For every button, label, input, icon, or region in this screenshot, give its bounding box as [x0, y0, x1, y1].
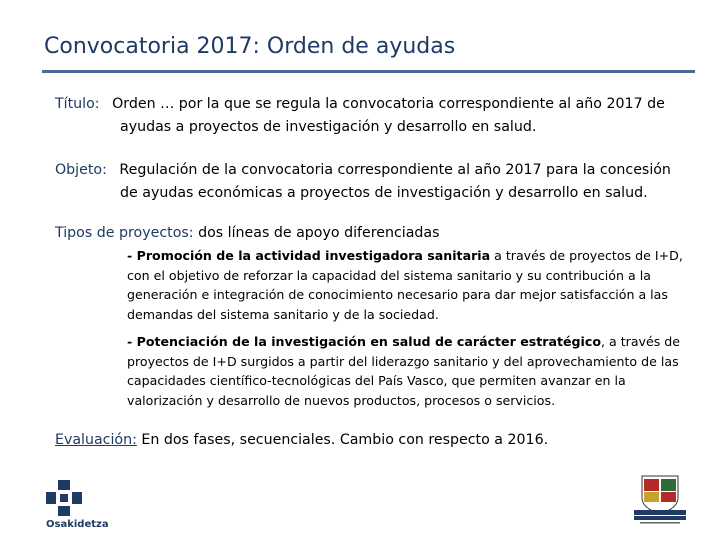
tipos-item-1-bold: - Promoción de la actividad investigadora sanitaria: [127, 248, 491, 263]
titulo-text-1: Orden … por la que se regula la convocatoria correspondiente al año 2017 de: [112, 96, 665, 112]
evaluacion-label: Evaluación:: [55, 432, 137, 448]
title-underline: [42, 70, 695, 73]
tipos-intro: dos líneas de apoyo diferenciadas: [198, 225, 440, 241]
objeto-text-2: de ayudas económicas a proyectos de investigación y desarrollo en salud.: [120, 185, 648, 201]
tipos-label: Tipos de proyectos:: [55, 225, 194, 241]
objeto-text-1: Regulación de la convocatoria correspondiente al año 2017 para la concesión: [119, 162, 671, 178]
titulo-line1: [55, 93, 665, 116]
titulo-label: Título:: [55, 96, 100, 112]
tipos-heading: [55, 222, 440, 245]
titulo-text-2: ayudas a proyectos de investigación y desarrollo en salud.: [120, 119, 537, 135]
tipos-item-2-bold: - Potenciación de la investigación en salud de carácter estratégico: [127, 334, 601, 349]
osakidetza-logo-text: Osakidetza: [46, 519, 109, 530]
evaluacion-text: En dos fases, secuenciales. Cambio con respecto a 2016.: [141, 432, 549, 448]
objeto-line1: [55, 159, 671, 182]
tipos-item-2: [127, 332, 692, 410]
tipos-item-1-text: a través de proyectos de I+D, con el objetivo de reforzar la capacidad del sistema sanitario y su contribución a la generación e integración de conocimiento necesario para dar mejor satisfacción a las demandas del sistema sanitario y de la sociedad.: [127, 248, 683, 322]
basque-government-seal-icon: [632, 474, 688, 526]
osakidetza-cross-icon: [46, 480, 82, 516]
slide-title: Convocatoria 2017: Orden de ayudas: [44, 34, 456, 59]
tipos-item-2-text: , a través de proyectos de I+D surgidos a partir del liderazgo sanitario y del aprovechamiento de las capacidades científico-tecnológicas del País Vasco, que permiten avanzar en la valorización y desarrollo de nuevos productos, procesos o servicios.: [127, 334, 681, 408]
evaluacion-line: [55, 432, 548, 448]
objeto-label: Objeto:: [55, 162, 107, 178]
tipos-item-1: [127, 246, 692, 324]
